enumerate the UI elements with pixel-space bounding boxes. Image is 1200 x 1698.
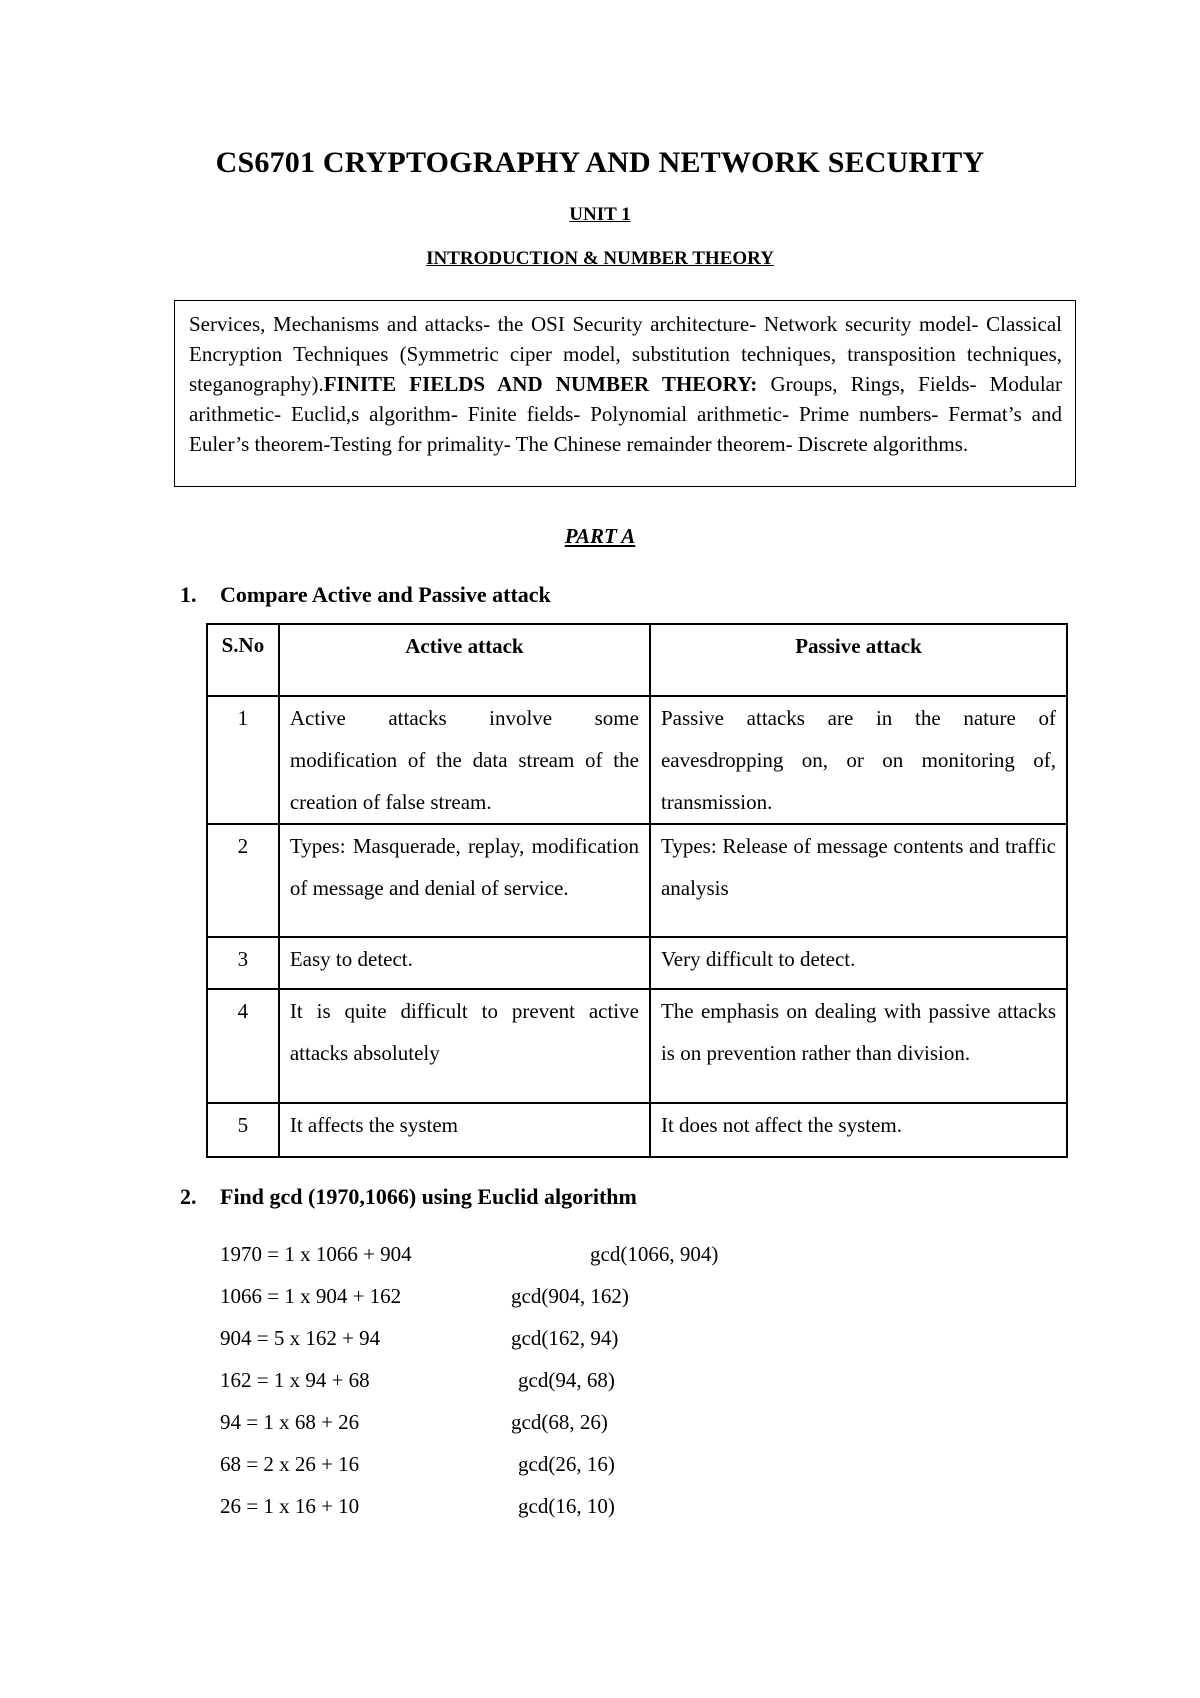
gcd-step-eq: 904 = 5 x 162 + 94 [220,1326,381,1350]
row-sno: 3 [207,937,279,989]
row-sno: 2 [207,824,279,937]
gcd-step-result: gcd(94, 68) [518,1368,615,1392]
row-active: Active attacks involve some modification of the data stream of the creation of false stream. [279,696,650,824]
table-row [207,696,1067,824]
question-2-text: Find gcd (1970,1066) using Euclid algorithm [220,1184,637,1209]
question-2-heading [180,1184,637,1210]
syllabus-bold: FINITE FIELDS AND NUMBER THEORY: [323,372,758,396]
row-passive: Passive attacks are in the nature of eavesdropping on, or on monitoring of, transmission. [650,696,1067,824]
row-active: Easy to detect. [279,937,650,989]
question-1-heading [180,582,551,608]
row-active: Types: Masquerade, replay, modification of message and denial of service. [279,824,650,937]
row-active: It is quite difficult to prevent active attacks absolutely [279,989,650,1103]
row-passive: Types: Release of message contents and traffic analysis [650,824,1067,937]
syllabus-box [174,300,1076,487]
syllabus-text-b: Groups, Rings, Fields- Modular arithmetic- Euclid,s algorithm- Finite fields- Polynomial arithmetic- Prime numbers- Fermat’s and Euler’s theorem-Testing for primality- The Chinese remainder theorem- Discrete algorithms. [189,372,1062,456]
header-active: Active attack [279,624,650,696]
question-1-text: Compare Active and Passive attack [220,582,551,607]
row-sno: 4 [207,989,279,1103]
gcd-step-result: gcd(1066, 904) [590,1242,719,1266]
row-sno: 5 [207,1103,279,1157]
gcd-step-eq: 1066 = 1 x 904 + 162 [220,1284,402,1308]
row-passive: The emphasis on dealing with passive attacks is on prevention rather than division. [650,989,1067,1103]
gcd-step-eq: 94 = 1 x 68 + 26 [220,1410,360,1434]
row-passive: It does not affect the system. [650,1103,1067,1157]
question-1-number: 1. [180,582,197,607]
part-label: PART A [564,524,636,548]
gcd-step-eq: 68 = 2 x 26 + 16 [220,1452,360,1476]
question-2-number: 2. [180,1184,197,1209]
gcd-step-result: gcd(68, 26) [511,1410,608,1434]
unit-label: UNIT 1 [569,204,631,225]
gcd-step-result: gcd(162, 94) [511,1326,619,1350]
table-header-row [207,624,1067,696]
unit-subtitle: INTRODUCTION & NUMBER THEORY [426,248,774,269]
comparison-table [206,623,1068,1158]
gcd-step-eq: 26 = 1 x 16 + 10 [220,1494,360,1518]
table-row [207,937,1067,989]
document-title: CS6701 CRYPTOGRAPHY AND NETWORK SECURITY [215,146,985,179]
row-passive: Very difficult to detect. [650,937,1067,989]
gcd-step-result: gcd(26, 16) [518,1452,615,1476]
syllabus-text-a: Services, Mechanisms and attacks- the OSI Security architecture- Network security model- Classical Encryption Techniques (Symmetric ciper model, substitution techniques, transposition techniques, steganography). [189,312,1062,396]
table-row [207,824,1067,937]
table-row [207,1103,1067,1157]
gcd-step-eq: 1970 = 1 x 1066 + 904 [220,1242,412,1266]
header-sno: S.No [207,624,279,696]
gcd-step-eq: 162 = 1 x 94 + 68 [220,1368,370,1392]
header-passive: Passive attack [650,624,1067,696]
row-active: It affects the system [279,1103,650,1157]
gcd-step-result: gcd(904, 162) [511,1284,629,1308]
table-row [207,989,1067,1103]
row-sno: 1 [207,696,279,824]
gcd-step-result: gcd(16, 10) [518,1494,615,1518]
